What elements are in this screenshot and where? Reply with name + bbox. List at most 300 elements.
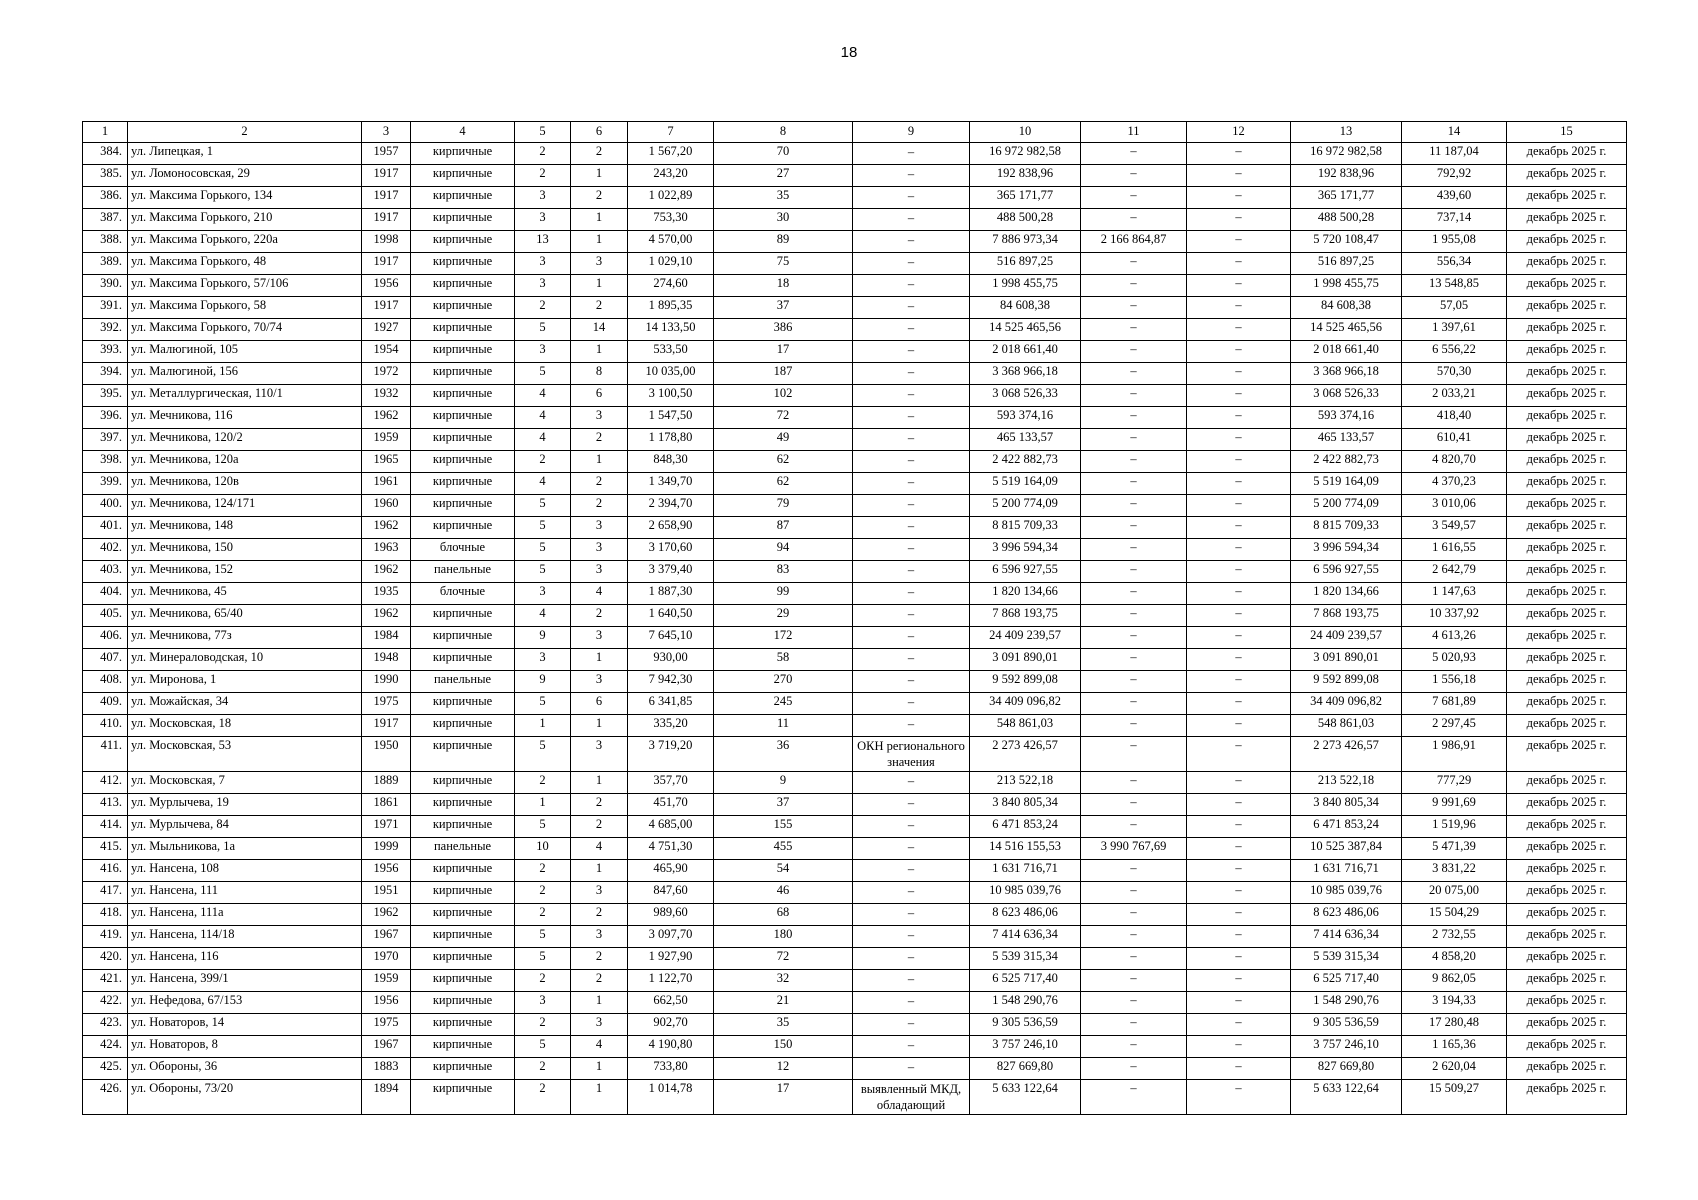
wall-material-cell: кирпичные <box>411 275 515 297</box>
column-header: 7 <box>628 122 714 143</box>
cost-per-sqm-cell: 1 556,18 <box>1402 671 1507 693</box>
column-number-header-row <box>83 122 1627 143</box>
year-built-cell: 1970 <box>362 948 411 970</box>
residents-cell: 21 <box>714 992 853 1014</box>
cost-per-sqm-cell: 17 280,48 <box>1402 1014 1507 1036</box>
year-built-cell: 1959 <box>362 970 411 992</box>
address-cell: ул. Ломоносовская, 29 <box>128 165 362 187</box>
wall-material-cell: кирпичные <box>411 407 515 429</box>
heritage-status-cell: – <box>853 838 970 860</box>
floors-cell: 2 <box>515 451 571 473</box>
completion-date-cell: декабрь 2025 г. <box>1507 794 1627 816</box>
heritage-status-cell: – <box>853 231 970 253</box>
cost-column-13-cell: 84 608,38 <box>1291 297 1402 319</box>
cost-column-11-cell: – <box>1081 1058 1187 1080</box>
completion-date-cell: декабрь 2025 г. <box>1507 495 1627 517</box>
cost-column-11-cell: – <box>1081 649 1187 671</box>
address-cell: ул. Обороны, 73/20 <box>128 1080 362 1115</box>
table-row <box>83 605 1627 627</box>
cost-column-12-cell: – <box>1187 429 1291 451</box>
cost-per-sqm-cell: 610,41 <box>1402 429 1507 451</box>
cost-column-13-cell: 6 596 927,55 <box>1291 561 1402 583</box>
wall-material-cell: кирпичные <box>411 319 515 341</box>
table-body <box>83 143 1627 1115</box>
row-number-cell: 386. <box>83 187 128 209</box>
residents-cell: 32 <box>714 970 853 992</box>
total-area-cell: 733,80 <box>628 1058 714 1080</box>
year-built-cell: 1962 <box>362 605 411 627</box>
heritage-status-cell: – <box>853 1058 970 1080</box>
column-header: 9 <box>853 122 970 143</box>
cost-column-12-cell: – <box>1187 561 1291 583</box>
total-cost-cell: 3 368 966,18 <box>970 363 1081 385</box>
cost-per-sqm-cell: 2 033,21 <box>1402 385 1507 407</box>
total-area-cell: 14 133,50 <box>628 319 714 341</box>
residents-cell: 87 <box>714 517 853 539</box>
cost-column-11-cell: – <box>1081 715 1187 737</box>
heritage-status-cell: – <box>853 970 970 992</box>
entrances-cell: 3 <box>571 882 628 904</box>
cost-column-11-cell: – <box>1081 948 1187 970</box>
address-cell: ул. Мечникова, 152 <box>128 561 362 583</box>
wall-material-cell: кирпичные <box>411 429 515 451</box>
year-built-cell: 1962 <box>362 407 411 429</box>
year-built-cell: 1861 <box>362 794 411 816</box>
address-cell: ул. Максима Горького, 134 <box>128 187 362 209</box>
residents-cell: 172 <box>714 627 853 649</box>
cost-column-11-cell: – <box>1081 605 1187 627</box>
floors-cell: 3 <box>515 649 571 671</box>
cost-column-13-cell: 213 522,18 <box>1291 772 1402 794</box>
year-built-cell: 1959 <box>362 429 411 451</box>
column-header: 3 <box>362 122 411 143</box>
cost-per-sqm-cell: 5 020,93 <box>1402 649 1507 671</box>
entrances-cell: 1 <box>571 231 628 253</box>
address-cell: ул. Можайская, 34 <box>128 693 362 715</box>
heritage-status-cell: – <box>853 473 970 495</box>
table-row <box>83 882 1627 904</box>
completion-date-cell: декабрь 2025 г. <box>1507 341 1627 363</box>
address-cell: ул. Нансена, 108 <box>128 860 362 882</box>
cost-column-11-cell: – <box>1081 627 1187 649</box>
entrances-cell: 3 <box>571 253 628 275</box>
cost-column-13-cell: 5 200 774,09 <box>1291 495 1402 517</box>
cost-column-13-cell: 9 305 536,59 <box>1291 1014 1402 1036</box>
row-number-cell: 392. <box>83 319 128 341</box>
column-header: 4 <box>411 122 515 143</box>
year-built-cell: 1956 <box>362 275 411 297</box>
heritage-status-cell: – <box>853 429 970 451</box>
row-number-cell: 387. <box>83 209 128 231</box>
column-header: 10 <box>970 122 1081 143</box>
heritage-status-cell: – <box>853 319 970 341</box>
cost-per-sqm-cell: 737,14 <box>1402 209 1507 231</box>
residents-cell: 9 <box>714 772 853 794</box>
address-cell: ул. Максима Горького, 58 <box>128 297 362 319</box>
address-cell: ул. Мечникова, 77з <box>128 627 362 649</box>
cost-column-13-cell: 8 623 486,06 <box>1291 904 1402 926</box>
cost-column-11-cell: – <box>1081 794 1187 816</box>
total-area-cell: 7 942,30 <box>628 671 714 693</box>
cost-column-13-cell: 465 133,57 <box>1291 429 1402 451</box>
heritage-status-cell: – <box>853 451 970 473</box>
total-area-cell: 10 035,00 <box>628 363 714 385</box>
cost-column-12-cell: – <box>1187 794 1291 816</box>
heritage-status-cell: – <box>853 187 970 209</box>
row-number-cell: 402. <box>83 539 128 561</box>
column-header: 6 <box>571 122 628 143</box>
row-number-cell: 413. <box>83 794 128 816</box>
total-area-cell: 1 895,35 <box>628 297 714 319</box>
floors-cell: 5 <box>515 816 571 838</box>
floors-cell: 2 <box>515 143 571 165</box>
wall-material-cell: кирпичные <box>411 970 515 992</box>
completion-date-cell: декабрь 2025 г. <box>1507 627 1627 649</box>
total-area-cell: 1 927,90 <box>628 948 714 970</box>
floors-cell: 1 <box>515 794 571 816</box>
wall-material-cell: панельные <box>411 671 515 693</box>
address-cell: ул. Нансена, 399/1 <box>128 970 362 992</box>
cost-column-11-cell: – <box>1081 407 1187 429</box>
total-area-cell: 1 349,70 <box>628 473 714 495</box>
residents-cell: 62 <box>714 473 853 495</box>
cost-column-13-cell: 5 720 108,47 <box>1291 231 1402 253</box>
address-cell: ул. Московская, 53 <box>128 737 362 772</box>
completion-date-cell: декабрь 2025 г. <box>1507 385 1627 407</box>
cost-column-13-cell: 14 525 465,56 <box>1291 319 1402 341</box>
heritage-status-cell: – <box>853 143 970 165</box>
wall-material-cell: кирпичные <box>411 1080 515 1115</box>
floors-cell: 3 <box>515 275 571 297</box>
row-number-cell: 408. <box>83 671 128 693</box>
row-number-cell: 388. <box>83 231 128 253</box>
floors-cell: 5 <box>515 737 571 772</box>
cost-column-13-cell: 3 091 890,01 <box>1291 649 1402 671</box>
cost-column-12-cell: – <box>1187 231 1291 253</box>
cost-column-13-cell: 3 068 526,33 <box>1291 385 1402 407</box>
wall-material-cell: кирпичные <box>411 231 515 253</box>
cost-column-12-cell: – <box>1187 143 1291 165</box>
entrances-cell: 2 <box>571 187 628 209</box>
total-area-cell: 335,20 <box>628 715 714 737</box>
entrances-cell: 2 <box>571 473 628 495</box>
entrances-cell: 3 <box>571 561 628 583</box>
heritage-status-cell: – <box>853 715 970 737</box>
address-cell: ул. Мечникова, 124/171 <box>128 495 362 517</box>
year-built-cell: 1965 <box>362 451 411 473</box>
table-row <box>83 561 1627 583</box>
completion-date-cell: декабрь 2025 г. <box>1507 737 1627 772</box>
total-area-cell: 1 547,50 <box>628 407 714 429</box>
address-cell: ул. Мурлычева, 19 <box>128 794 362 816</box>
cost-column-13-cell: 16 972 982,58 <box>1291 143 1402 165</box>
cost-column-11-cell: – <box>1081 904 1187 926</box>
address-cell: ул. Максима Горького, 210 <box>128 209 362 231</box>
residents-cell: 58 <box>714 649 853 671</box>
heritage-status-cell: – <box>853 517 970 539</box>
cost-column-11-cell: – <box>1081 429 1187 451</box>
row-number-cell: 395. <box>83 385 128 407</box>
cost-per-sqm-cell: 3 010,06 <box>1402 495 1507 517</box>
total-cost-cell: 2 273 426,57 <box>970 737 1081 772</box>
total-area-cell: 3 170,60 <box>628 539 714 561</box>
year-built-cell: 1971 <box>362 816 411 838</box>
entrances-cell: 1 <box>571 275 628 297</box>
cost-column-12-cell: – <box>1187 473 1291 495</box>
completion-date-cell: декабрь 2025 г. <box>1507 297 1627 319</box>
year-built-cell: 1962 <box>362 561 411 583</box>
year-built-cell: 1975 <box>362 693 411 715</box>
residents-cell: 155 <box>714 816 853 838</box>
total-area-cell: 1 640,50 <box>628 605 714 627</box>
cost-column-11-cell: 3 990 767,69 <box>1081 838 1187 860</box>
cost-column-11-cell: – <box>1081 275 1187 297</box>
column-header: 12 <box>1187 122 1291 143</box>
floors-cell: 4 <box>515 605 571 627</box>
total-cost-cell: 3 996 594,34 <box>970 539 1081 561</box>
entrances-cell: 2 <box>571 143 628 165</box>
cost-column-11-cell: – <box>1081 860 1187 882</box>
cost-column-12-cell: – <box>1187 838 1291 860</box>
cost-column-11-cell: – <box>1081 297 1187 319</box>
floors-cell: 2 <box>515 772 571 794</box>
table-row <box>83 948 1627 970</box>
heritage-status-cell: – <box>853 992 970 1014</box>
entrances-cell: 3 <box>571 671 628 693</box>
cost-per-sqm-cell: 556,34 <box>1402 253 1507 275</box>
cost-column-12-cell: – <box>1187 715 1291 737</box>
total-cost-cell: 5 633 122,64 <box>970 1080 1081 1115</box>
table-row <box>83 165 1627 187</box>
total-cost-cell: 465 133,57 <box>970 429 1081 451</box>
completion-date-cell: декабрь 2025 г. <box>1507 319 1627 341</box>
cost-per-sqm-cell: 57,05 <box>1402 297 1507 319</box>
residents-cell: 49 <box>714 429 853 451</box>
cost-column-12-cell: – <box>1187 319 1291 341</box>
wall-material-cell: кирпичные <box>411 363 515 385</box>
table-row <box>83 794 1627 816</box>
total-area-cell: 274,60 <box>628 275 714 297</box>
total-cost-cell: 3 840 805,34 <box>970 794 1081 816</box>
address-cell: ул. Новаторов, 8 <box>128 1036 362 1058</box>
total-cost-cell: 827 669,80 <box>970 1058 1081 1080</box>
row-number-cell: 403. <box>83 561 128 583</box>
table-row <box>83 363 1627 385</box>
entrances-cell: 1 <box>571 992 628 1014</box>
total-area-cell: 3 719,20 <box>628 737 714 772</box>
address-cell: ул. Мурлычева, 84 <box>128 816 362 838</box>
cost-column-12-cell: – <box>1187 627 1291 649</box>
table-row <box>83 143 1627 165</box>
cost-column-12-cell: – <box>1187 407 1291 429</box>
wall-material-cell: блочные <box>411 539 515 561</box>
year-built-cell: 1917 <box>362 209 411 231</box>
floors-cell: 5 <box>515 539 571 561</box>
floors-cell: 5 <box>515 948 571 970</box>
cost-column-13-cell: 1 631 716,71 <box>1291 860 1402 882</box>
completion-date-cell: декабрь 2025 г. <box>1507 143 1627 165</box>
total-cost-cell: 9 305 536,59 <box>970 1014 1081 1036</box>
total-cost-cell: 84 608,38 <box>970 297 1081 319</box>
wall-material-cell: кирпичные <box>411 926 515 948</box>
cost-column-12-cell: – <box>1187 671 1291 693</box>
completion-date-cell: декабрь 2025 г. <box>1507 165 1627 187</box>
entrances-cell: 3 <box>571 926 628 948</box>
wall-material-cell: кирпичные <box>411 473 515 495</box>
completion-date-cell: декабрь 2025 г. <box>1507 187 1627 209</box>
wall-material-cell: панельные <box>411 838 515 860</box>
heritage-status-cell: выявленный МКД, обладающий <box>853 1080 970 1115</box>
heritage-status-cell: – <box>853 407 970 429</box>
address-cell: ул. Мечникова, 65/40 <box>128 605 362 627</box>
table-row <box>83 473 1627 495</box>
column-header: 13 <box>1291 122 1402 143</box>
row-number-cell: 414. <box>83 816 128 838</box>
floors-cell: 9 <box>515 671 571 693</box>
total-cost-cell: 6 596 927,55 <box>970 561 1081 583</box>
table-row <box>83 253 1627 275</box>
residents-cell: 46 <box>714 882 853 904</box>
total-cost-cell: 516 897,25 <box>970 253 1081 275</box>
year-built-cell: 1999 <box>362 838 411 860</box>
total-area-cell: 3 097,70 <box>628 926 714 948</box>
row-number-cell: 397. <box>83 429 128 451</box>
total-area-cell: 902,70 <box>628 1014 714 1036</box>
total-cost-cell: 1 631 716,71 <box>970 860 1081 882</box>
year-built-cell: 1972 <box>362 363 411 385</box>
total-cost-cell: 3 091 890,01 <box>970 649 1081 671</box>
residents-cell: 75 <box>714 253 853 275</box>
row-number-cell: 416. <box>83 860 128 882</box>
year-built-cell: 1917 <box>362 715 411 737</box>
cost-column-13-cell: 24 409 239,57 <box>1291 627 1402 649</box>
entrances-cell: 4 <box>571 838 628 860</box>
heritage-status-cell: – <box>853 671 970 693</box>
table-row <box>83 992 1627 1014</box>
address-cell: ул. Новаторов, 14 <box>128 1014 362 1036</box>
row-number-cell: 384. <box>83 143 128 165</box>
floors-cell: 5 <box>515 926 571 948</box>
residents-cell: 70 <box>714 143 853 165</box>
heritage-status-cell: – <box>853 605 970 627</box>
table-row <box>83 627 1627 649</box>
wall-material-cell: кирпичные <box>411 992 515 1014</box>
cost-column-13-cell: 1 820 134,66 <box>1291 583 1402 605</box>
cost-per-sqm-cell: 9 862,05 <box>1402 970 1507 992</box>
total-cost-cell: 548 861,03 <box>970 715 1081 737</box>
cost-column-12-cell: – <box>1187 904 1291 926</box>
total-area-cell: 848,30 <box>628 451 714 473</box>
cost-column-11-cell: – <box>1081 737 1187 772</box>
address-cell: ул. Максима Горького, 57/106 <box>128 275 362 297</box>
cost-per-sqm-cell: 1 165,36 <box>1402 1036 1507 1058</box>
floors-cell: 5 <box>515 363 571 385</box>
cost-column-13-cell: 7 414 636,34 <box>1291 926 1402 948</box>
floors-cell: 2 <box>515 904 571 926</box>
total-area-cell: 753,30 <box>628 209 714 231</box>
entrances-cell: 3 <box>571 517 628 539</box>
total-area-cell: 2 394,70 <box>628 495 714 517</box>
floors-cell: 2 <box>515 1080 571 1115</box>
wall-material-cell: кирпичные <box>411 715 515 737</box>
cost-per-sqm-cell: 9 991,69 <box>1402 794 1507 816</box>
completion-date-cell: декабрь 2025 г. <box>1507 363 1627 385</box>
entrances-cell: 2 <box>571 794 628 816</box>
cost-column-11-cell: – <box>1081 583 1187 605</box>
completion-date-cell: декабрь 2025 г. <box>1507 407 1627 429</box>
completion-date-cell: декабрь 2025 г. <box>1507 926 1627 948</box>
address-cell: ул. Липецкая, 1 <box>128 143 362 165</box>
cost-per-sqm-cell: 2 732,55 <box>1402 926 1507 948</box>
address-cell: ул. Малюгиной, 105 <box>128 341 362 363</box>
cost-column-12-cell: – <box>1187 737 1291 772</box>
address-cell: ул. Мечникова, 150 <box>128 539 362 561</box>
address-cell: ул. Мечникова, 120а <box>128 451 362 473</box>
cost-column-11-cell: – <box>1081 992 1187 1014</box>
cost-column-12-cell: – <box>1187 297 1291 319</box>
completion-date-cell: декабрь 2025 г. <box>1507 860 1627 882</box>
residents-cell: 29 <box>714 605 853 627</box>
floors-cell: 3 <box>515 253 571 275</box>
year-built-cell: 1932 <box>362 385 411 407</box>
heritage-status-cell: – <box>853 341 970 363</box>
cost-column-11-cell: 2 166 864,87 <box>1081 231 1187 253</box>
floors-cell: 2 <box>515 860 571 882</box>
total-area-cell: 662,50 <box>628 992 714 1014</box>
cost-column-11-cell: – <box>1081 816 1187 838</box>
total-area-cell: 451,70 <box>628 794 714 816</box>
entrances-cell: 2 <box>571 605 628 627</box>
completion-date-cell: декабрь 2025 г. <box>1507 253 1627 275</box>
cost-per-sqm-cell: 3 549,57 <box>1402 517 1507 539</box>
cost-column-12-cell: – <box>1187 816 1291 838</box>
total-area-cell: 1 887,30 <box>628 583 714 605</box>
floors-cell: 9 <box>515 627 571 649</box>
total-area-cell: 3 379,40 <box>628 561 714 583</box>
cost-column-11-cell: – <box>1081 363 1187 385</box>
cost-per-sqm-cell: 20 075,00 <box>1402 882 1507 904</box>
cost-per-sqm-cell: 1 147,63 <box>1402 583 1507 605</box>
year-built-cell: 1961 <box>362 473 411 495</box>
row-number-cell: 405. <box>83 605 128 627</box>
cost-column-13-cell: 9 592 899,08 <box>1291 671 1402 693</box>
residents-cell: 187 <box>714 363 853 385</box>
row-number-cell: 396. <box>83 407 128 429</box>
heritage-status-cell: – <box>853 363 970 385</box>
table-row <box>83 517 1627 539</box>
table-row <box>83 926 1627 948</box>
cost-per-sqm-cell: 4 613,26 <box>1402 627 1507 649</box>
cost-column-13-cell: 192 838,96 <box>1291 165 1402 187</box>
table-row <box>83 429 1627 451</box>
total-cost-cell: 6 471 853,24 <box>970 816 1081 838</box>
total-area-cell: 4 685,00 <box>628 816 714 838</box>
cost-column-13-cell: 7 868 193,75 <box>1291 605 1402 627</box>
residents-cell: 54 <box>714 860 853 882</box>
total-area-cell: 4 570,00 <box>628 231 714 253</box>
floors-cell: 4 <box>515 407 571 429</box>
row-number-cell: 393. <box>83 341 128 363</box>
heritage-status-cell: – <box>853 1014 970 1036</box>
address-cell: ул. Мечникова, 116 <box>128 407 362 429</box>
cost-per-sqm-cell: 10 337,92 <box>1402 605 1507 627</box>
row-number-cell: 390. <box>83 275 128 297</box>
table-row <box>83 715 1627 737</box>
wall-material-cell: кирпичные <box>411 816 515 838</box>
year-built-cell: 1917 <box>362 297 411 319</box>
cost-column-13-cell: 516 897,25 <box>1291 253 1402 275</box>
total-area-cell: 989,60 <box>628 904 714 926</box>
